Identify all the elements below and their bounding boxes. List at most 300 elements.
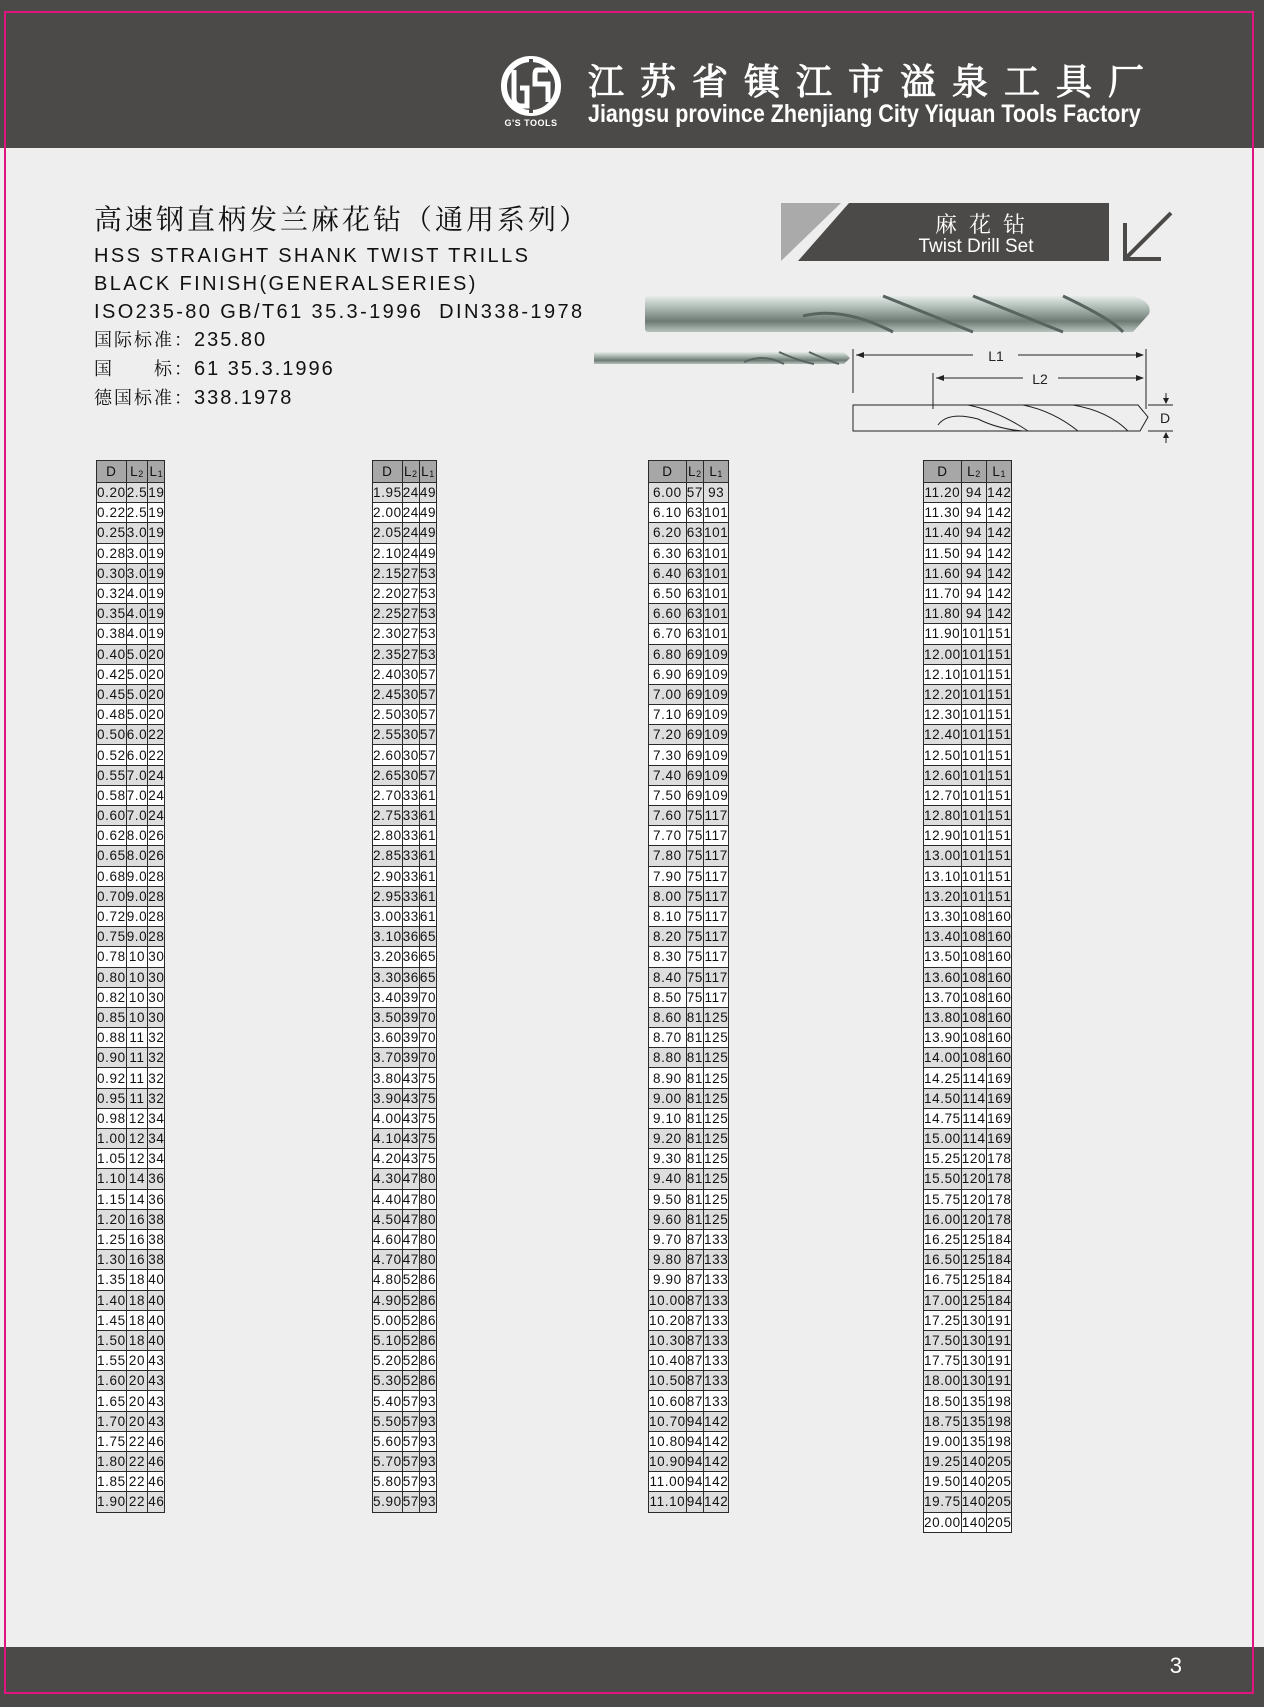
cell-l1: 38 <box>148 1229 165 1249</box>
cell-d: 9.30 <box>649 1149 687 1169</box>
table-row <box>373 604 437 624</box>
cell-l1: 117 <box>704 927 729 947</box>
table-row <box>97 1371 165 1391</box>
cell-l2: 22 <box>126 1472 148 1492</box>
cell-l1: 20 <box>148 644 165 664</box>
cell-d: 15.00 <box>924 1129 962 1149</box>
table-row <box>649 1250 729 1270</box>
category-banner <box>781 203 1109 261</box>
cell-l1: 191 <box>987 1310 1012 1330</box>
table-row <box>649 1068 729 1088</box>
cell-d: 14.75 <box>924 1108 962 1128</box>
cell-l1: 46 <box>148 1472 165 1492</box>
table-row <box>924 765 1012 785</box>
std-din-value: 338.1978 <box>194 387 294 409</box>
cell-d: 9.00 <box>649 1088 687 1108</box>
column-header-d: D <box>649 461 687 483</box>
table-row <box>924 543 1012 563</box>
table-row <box>373 967 437 987</box>
cell-l2: 11 <box>126 1068 148 1088</box>
table-row <box>97 806 165 826</box>
cell-l1: 24 <box>148 785 165 805</box>
table-row <box>373 1068 437 1088</box>
cell-l2: 94 <box>686 1452 703 1472</box>
cell-l1: 151 <box>987 664 1012 684</box>
table-row <box>373 1209 437 1229</box>
cell-l2: 81 <box>686 1088 703 1108</box>
cell-d: 8.10 <box>649 906 687 926</box>
cell-d: 1.60 <box>97 1371 127 1391</box>
cell-l1: 80 <box>419 1209 436 1229</box>
cell-l1: 125 <box>704 1149 729 1169</box>
table-row <box>649 543 729 563</box>
cell-d: 0.22 <box>97 503 127 523</box>
banner-title-en: Twist Drill Set <box>918 236 1034 257</box>
cell-d: 0.70 <box>97 886 127 906</box>
cell-d: 6.70 <box>649 624 687 644</box>
cell-l2: 36 <box>402 947 419 967</box>
cell-l2: 125 <box>961 1250 986 1270</box>
cell-l2: 27 <box>402 644 419 664</box>
cell-d: 2.40 <box>373 664 403 684</box>
table-row <box>649 1270 729 1290</box>
cell-l2: 75 <box>686 866 703 886</box>
cell-d: 5.60 <box>373 1431 403 1451</box>
cell-l1: 133 <box>704 1290 729 1310</box>
cell-l2: 63 <box>686 604 703 624</box>
cell-d: 0.72 <box>97 906 127 926</box>
cell-l1: 109 <box>704 705 729 725</box>
column-header-l1: $L_1$ <box>419 461 436 483</box>
cell-l1: 198 <box>987 1431 1012 1451</box>
cell-l1: 142 <box>987 563 1012 583</box>
table-row <box>924 1108 1012 1128</box>
table-row <box>97 1007 165 1027</box>
cell-l1: 65 <box>419 947 436 967</box>
cell-l1: 61 <box>419 846 436 866</box>
cell-d: 14.50 <box>924 1088 962 1108</box>
cell-d: 1.15 <box>97 1189 127 1209</box>
cell-l1: 142 <box>704 1411 729 1431</box>
cell-d: 1.35 <box>97 1270 127 1290</box>
cell-l1: 101 <box>704 583 729 603</box>
drill-dimension-diagram <box>848 345 1178 445</box>
cell-l1: 80 <box>419 1250 436 1270</box>
table-row <box>97 543 165 563</box>
cell-d: 18.50 <box>924 1391 962 1411</box>
cell-l1: 32 <box>148 1088 165 1108</box>
table-row <box>924 1452 1012 1472</box>
cell-d: 11.60 <box>924 563 962 583</box>
cell-l2: 10 <box>126 947 148 967</box>
cell-l2: 81 <box>686 1129 703 1149</box>
cell-d: 19.75 <box>924 1492 962 1512</box>
table-row <box>924 1129 1012 1149</box>
cell-l2: 30 <box>402 684 419 704</box>
cell-l1: 86 <box>419 1330 436 1350</box>
cell-d: 12.70 <box>924 785 962 805</box>
cell-l1: 34 <box>148 1149 165 1169</box>
cell-l1: 117 <box>704 806 729 826</box>
table-row <box>649 563 729 583</box>
table-row <box>373 523 437 543</box>
table-row <box>924 1472 1012 1492</box>
table-row <box>924 583 1012 603</box>
cell-d: 13.60 <box>924 967 962 987</box>
table-row <box>924 1492 1012 1512</box>
spec-table-3 <box>648 460 729 1513</box>
table-row <box>373 1330 437 1350</box>
cell-l1: 198 <box>987 1391 1012 1411</box>
cell-l2: 57 <box>402 1452 419 1472</box>
cell-d: 0.68 <box>97 866 127 886</box>
cell-l1: 19 <box>148 503 165 523</box>
cell-l1: 160 <box>987 1048 1012 1068</box>
table-row <box>97 846 165 866</box>
cell-l2: 57 <box>402 1391 419 1411</box>
cell-l1: 28 <box>148 886 165 906</box>
cell-l2: 39 <box>402 1048 419 1068</box>
cell-l2: 16 <box>126 1250 148 1270</box>
cell-d: 16.75 <box>924 1270 962 1290</box>
table-row <box>373 906 437 926</box>
cell-d: 16.50 <box>924 1250 962 1270</box>
cell-l2: 3.0 <box>126 523 148 543</box>
cell-d: 0.60 <box>97 806 127 826</box>
cell-d: 12.50 <box>924 745 962 765</box>
cell-l1: 19 <box>148 583 165 603</box>
cell-d: 8.20 <box>649 927 687 947</box>
table-row <box>97 563 165 583</box>
cell-l1: 151 <box>987 826 1012 846</box>
cell-d: 3.00 <box>373 906 403 926</box>
cell-l2: 108 <box>961 1048 986 1068</box>
cell-l1: 151 <box>987 866 1012 886</box>
table-row <box>97 1452 165 1472</box>
table-row <box>924 1431 1012 1451</box>
cell-l1: 80 <box>419 1189 436 1209</box>
table-row <box>924 1512 1012 1532</box>
table-row <box>373 583 437 603</box>
cell-l2: 94 <box>961 483 986 503</box>
cell-d: 17.75 <box>924 1351 962 1371</box>
cell-l2: 75 <box>686 906 703 926</box>
cell-l2: 43 <box>402 1149 419 1169</box>
table-row <box>97 866 165 886</box>
cell-l1: 70 <box>419 1028 436 1048</box>
cell-l2: 5.0 <box>126 644 148 664</box>
cell-l2: 24 <box>402 483 419 503</box>
cell-l2: 94 <box>961 523 986 543</box>
cell-l2: 114 <box>961 1068 986 1088</box>
table-row <box>373 1028 437 1048</box>
cell-d: 6.10 <box>649 503 687 523</box>
logo-text: G'S TOOLS <box>504 118 558 128</box>
table-row <box>373 725 437 745</box>
cell-l1: 34 <box>148 1129 165 1149</box>
cell-l1: 142 <box>987 523 1012 543</box>
cell-l2: 57 <box>402 1411 419 1431</box>
cell-l1: 151 <box>987 624 1012 644</box>
cell-l2: 108 <box>961 906 986 926</box>
cell-l2: 69 <box>686 705 703 725</box>
cell-d: 4.80 <box>373 1270 403 1290</box>
cell-l2: 27 <box>402 563 419 583</box>
column-header-l1: $L_1$ <box>704 461 729 483</box>
table-row <box>373 1492 437 1512</box>
cell-d: 0.30 <box>97 563 127 583</box>
table-row <box>649 1229 729 1249</box>
cell-d: 19.25 <box>924 1452 962 1472</box>
cell-l1: 191 <box>987 1330 1012 1350</box>
cell-d: 0.50 <box>97 725 127 745</box>
cell-l2: 11 <box>126 1048 148 1068</box>
cell-d: 0.90 <box>97 1048 127 1068</box>
cell-d: 7.80 <box>649 846 687 866</box>
table-header-row <box>649 461 729 483</box>
table-row <box>924 1351 1012 1371</box>
cell-l2: 101 <box>961 684 986 704</box>
cell-l2: 114 <box>961 1108 986 1128</box>
cell-d: 0.35 <box>97 604 127 624</box>
std-gb-value: 61 35.3.1996 <box>194 358 335 380</box>
cell-d: 11.30 <box>924 503 962 523</box>
cell-d: 1.55 <box>97 1351 127 1371</box>
cell-d: 5.80 <box>373 1472 403 1492</box>
cell-d: 3.30 <box>373 967 403 987</box>
cell-d: 2.90 <box>373 866 403 886</box>
table-row <box>924 644 1012 664</box>
cell-d: 13.10 <box>924 866 962 886</box>
cell-l2: 47 <box>402 1169 419 1189</box>
cell-d: 2.20 <box>373 583 403 603</box>
column-header-l2: $L_2$ <box>686 461 703 483</box>
table-row <box>649 583 729 603</box>
cell-l2: 75 <box>686 987 703 1007</box>
cell-d: 1.05 <box>97 1149 127 1169</box>
cell-l2: 3.0 <box>126 563 148 583</box>
cell-l2: 18 <box>126 1290 148 1310</box>
cell-l1: 101 <box>704 563 729 583</box>
table-row <box>649 1129 729 1149</box>
cell-l2: 8.0 <box>126 826 148 846</box>
cell-l2: 4.0 <box>126 624 148 644</box>
cell-l2: 108 <box>961 1007 986 1027</box>
cell-l1: 178 <box>987 1149 1012 1169</box>
cell-l1: 205 <box>987 1452 1012 1472</box>
cell-l2: 87 <box>686 1229 703 1249</box>
cell-l2: 81 <box>686 1169 703 1189</box>
cell-l1: 46 <box>148 1492 165 1512</box>
cell-d: 12.30 <box>924 705 962 725</box>
cell-l1: 184 <box>987 1290 1012 1310</box>
table-row <box>649 765 729 785</box>
cell-l2: 5.0 <box>126 684 148 704</box>
cell-l1: 142 <box>704 1492 729 1512</box>
cell-d: 0.78 <box>97 947 127 967</box>
cell-l1: 151 <box>987 725 1012 745</box>
cell-d: 12.90 <box>924 826 962 846</box>
std-gb <box>94 355 590 384</box>
table-row <box>373 503 437 523</box>
table-row <box>97 1330 165 1350</box>
cell-d: 18.75 <box>924 1411 962 1431</box>
cell-l2: 125 <box>961 1290 986 1310</box>
cell-d: 6.60 <box>649 604 687 624</box>
cell-d: 0.48 <box>97 705 127 725</box>
cell-l1: 75 <box>419 1088 436 1108</box>
cell-l2: 75 <box>686 826 703 846</box>
cell-l1: 20 <box>148 684 165 704</box>
l1-label: L1 <box>988 348 1004 364</box>
cell-l1: 36 <box>148 1169 165 1189</box>
cell-l2: 12 <box>126 1149 148 1169</box>
cell-d: 8.90 <box>649 1068 687 1088</box>
table-row <box>924 1189 1012 1209</box>
std-iso-label: 国际标准： <box>94 330 194 351</box>
cell-d: 14.00 <box>924 1048 962 1068</box>
table-row <box>373 886 437 906</box>
cell-l2: 94 <box>686 1492 703 1512</box>
cell-l2: 33 <box>402 826 419 846</box>
table-row <box>649 644 729 664</box>
cell-l1: 205 <box>987 1472 1012 1492</box>
table-row <box>373 1229 437 1249</box>
column-header-d: D <box>924 461 962 483</box>
cell-l2: 30 <box>402 745 419 765</box>
table-row <box>97 1472 165 1492</box>
cell-l1: 142 <box>987 483 1012 503</box>
cell-d: 17.25 <box>924 1310 962 1330</box>
cell-l2: 101 <box>961 705 986 725</box>
cell-d: 11.00 <box>649 1472 687 1492</box>
cell-l2: 30 <box>402 765 419 785</box>
cell-l2: 94 <box>961 503 986 523</box>
table-row <box>924 1028 1012 1048</box>
cell-d: 10.30 <box>649 1330 687 1350</box>
cell-l1: 86 <box>419 1351 436 1371</box>
table-row <box>97 967 165 987</box>
cell-l2: 27 <box>402 583 419 603</box>
cell-d: 12.40 <box>924 725 962 745</box>
table-row <box>97 927 165 947</box>
company-name-en: Jiangsu province Zhenjiang City Yiquan Tools Factory <box>588 100 1141 128</box>
cell-l2: 30 <box>402 664 419 684</box>
table-row <box>97 644 165 664</box>
cell-d: 4.30 <box>373 1169 403 1189</box>
table-row <box>97 725 165 745</box>
cell-l2: 57 <box>402 1472 419 1492</box>
cell-l2: 27 <box>402 604 419 624</box>
cell-l1: 133 <box>704 1371 729 1391</box>
cell-l1: 75 <box>419 1108 436 1128</box>
cell-l1: 43 <box>148 1411 165 1431</box>
cell-d: 9.80 <box>649 1250 687 1270</box>
cell-l2: 101 <box>961 886 986 906</box>
cell-d: 12.10 <box>924 664 962 684</box>
table-row <box>649 947 729 967</box>
cell-l1: 101 <box>704 624 729 644</box>
cell-d: 15.75 <box>924 1189 962 1209</box>
cell-l2: 130 <box>961 1371 986 1391</box>
cell-d: 5.20 <box>373 1351 403 1371</box>
cell-d: 3.10 <box>373 927 403 947</box>
cell-d: 1.30 <box>97 1250 127 1270</box>
cell-l2: 16 <box>126 1229 148 1249</box>
cell-l1: 142 <box>987 604 1012 624</box>
cell-l2: 101 <box>961 765 986 785</box>
table-row <box>924 1229 1012 1249</box>
cell-l2: 36 <box>402 927 419 947</box>
table-row <box>924 503 1012 523</box>
cell-l1: 19 <box>148 483 165 503</box>
cell-l1: 101 <box>704 523 729 543</box>
table-row <box>924 1330 1012 1350</box>
cell-l2: 140 <box>961 1452 986 1472</box>
cell-d: 9.10 <box>649 1108 687 1128</box>
cell-l2: 20 <box>126 1371 148 1391</box>
cell-l1: 93 <box>704 483 729 503</box>
cell-d: 16.00 <box>924 1209 962 1229</box>
table-row <box>924 886 1012 906</box>
cell-l2: 87 <box>686 1330 703 1350</box>
table-row <box>924 1169 1012 1189</box>
table-row <box>373 1472 437 1492</box>
cell-l1: 86 <box>419 1371 436 1391</box>
cell-l1: 32 <box>148 1028 165 1048</box>
cell-d: 13.50 <box>924 947 962 967</box>
cell-d: 6.00 <box>649 483 687 503</box>
cell-l2: 11 <box>126 1028 148 1048</box>
table-row <box>373 664 437 684</box>
cell-d: 12.80 <box>924 806 962 826</box>
banner-title-cn: 麻花钻 <box>934 213 1037 238</box>
cell-l1: 61 <box>419 906 436 926</box>
cell-d: 2.85 <box>373 846 403 866</box>
cell-l1: 133 <box>704 1270 729 1290</box>
cell-l1: 198 <box>987 1411 1012 1431</box>
cell-l1: 22 <box>148 725 165 745</box>
cell-l1: 30 <box>148 967 165 987</box>
cell-l2: 108 <box>961 987 986 1007</box>
cell-l2: 69 <box>686 765 703 785</box>
cell-l2: 81 <box>686 1007 703 1027</box>
cell-l2: 135 <box>961 1391 986 1411</box>
cell-l1: 61 <box>419 866 436 886</box>
cell-l1: 40 <box>148 1310 165 1330</box>
cell-l2: 9.0 <box>126 866 148 886</box>
cell-l2: 33 <box>402 785 419 805</box>
cell-d: 0.28 <box>97 543 127 563</box>
cell-d: 0.62 <box>97 826 127 846</box>
table-row <box>373 1129 437 1149</box>
spec-table-4 <box>923 460 1012 1533</box>
cell-d: 13.20 <box>924 886 962 906</box>
table-row <box>373 1270 437 1290</box>
cell-l2: 101 <box>961 745 986 765</box>
cell-l2: 20 <box>126 1391 148 1411</box>
cell-l1: 125 <box>704 1048 729 1068</box>
cell-l2: 130 <box>961 1330 986 1350</box>
spec-table-2 <box>372 460 437 1513</box>
cell-l1: 61 <box>419 826 436 846</box>
table-row <box>924 1310 1012 1330</box>
table-row <box>373 1250 437 1270</box>
cell-d: 2.60 <box>373 745 403 765</box>
cell-d: 1.90 <box>97 1492 127 1512</box>
cell-d: 1.00 <box>97 1129 127 1149</box>
cell-l1: 57 <box>419 765 436 785</box>
